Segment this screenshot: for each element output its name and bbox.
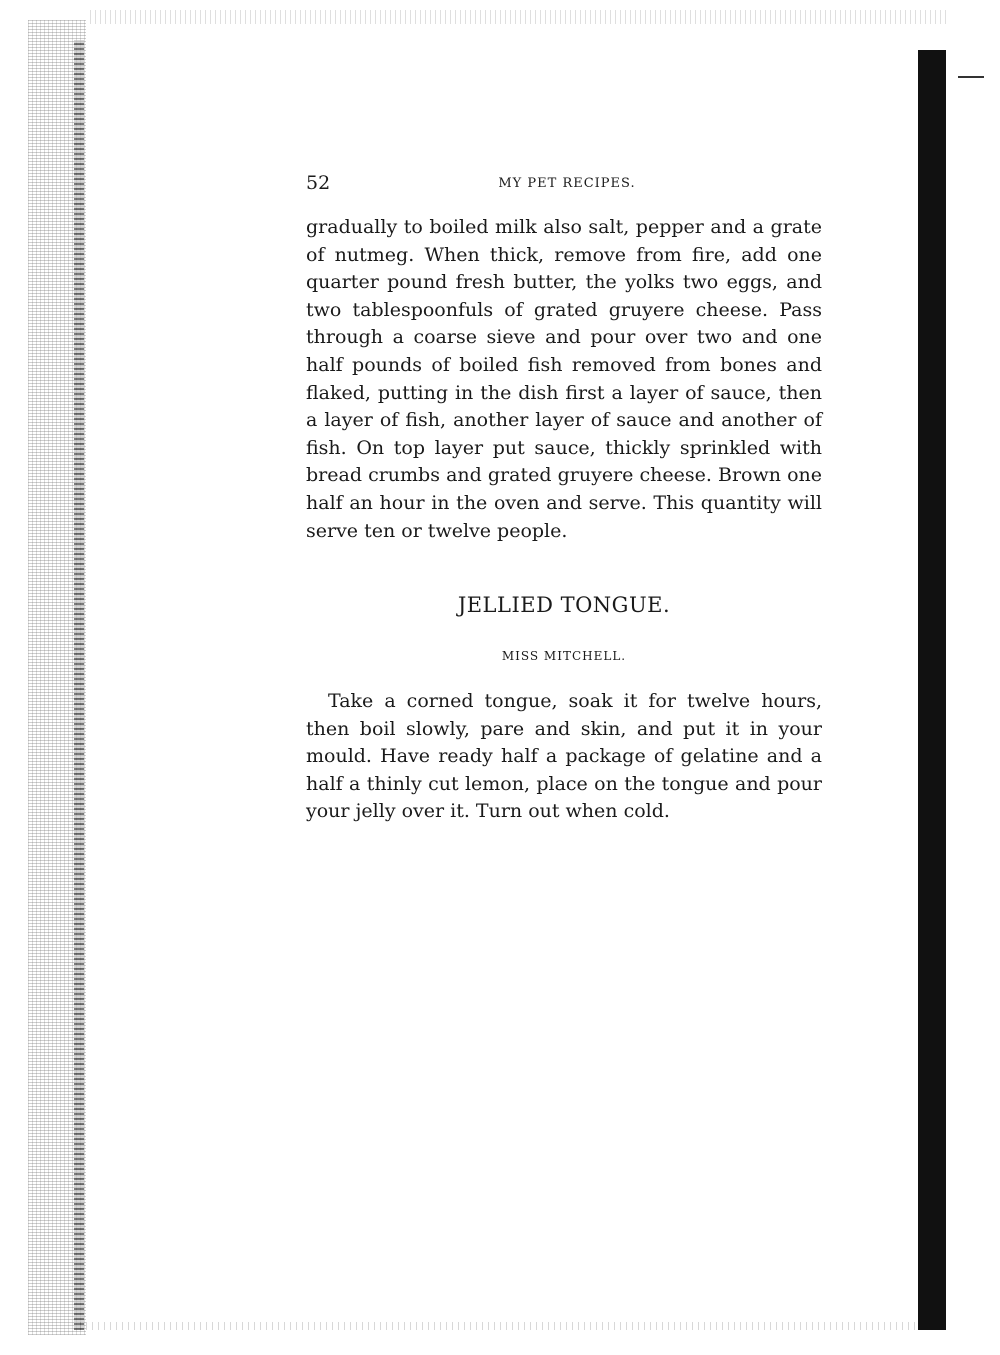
recipe-paragraph: Take a corned tongue, soak it for twelve hours, then boil slowly, pare and skin, and put it in your mould. Have ready half a package of gelatine and a half a thinly cut lemon, place on the tongue and pour your jelly over it. Turn out when cold. <box>306 690 822 823</box>
recipe-author: MISS MITCHELL. <box>501 649 627 663</box>
recipe-title: JELLIED TONGUE. <box>457 593 671 617</box>
page-number: 52 <box>306 172 331 194</box>
running-head: MY PET RECIPES. <box>498 176 636 191</box>
continued-recipe-paragraph: gradually to boiled milk also salt, pepper and a grate of nutmeg. When thick, remove from fire, add one quarter pound fresh butter, the yolks two eggs, and two tablespoonfuls of grated gruyere cheese. Pass through a coarse sieve and pour over two and one half pounds of boiled fish removed from bones and flaked, putting in the dish first a layer of sauce, then a layer of fish, another layer of sauce and another of fish. On top layer put sauce, thickly sprinkled with bread crumbs and grated gruyere cheese. Brown one half an hour in the oven and serve. This quantity will serve ten or twelve people. <box>306 216 822 542</box>
scan-right-border <box>918 50 946 1330</box>
scan-right-mark <box>958 76 984 78</box>
scan-binding-shadow <box>74 40 84 1330</box>
scan-top-edge <box>90 10 950 24</box>
page-header <box>306 172 828 196</box>
scan-bottom-edge <box>80 1322 930 1330</box>
